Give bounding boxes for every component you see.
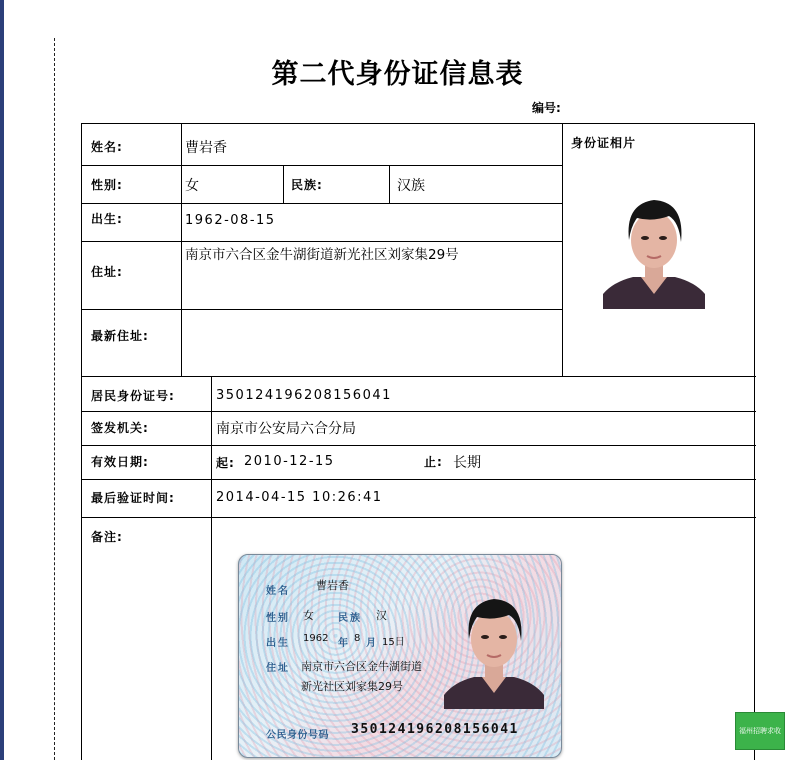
card-gender-value: 女	[303, 609, 314, 622]
card-month-char: 月	[366, 638, 376, 649]
valid-from-value: 2010-12-15	[244, 454, 335, 469]
photo-label: 身份证相片	[571, 136, 637, 150]
rule	[82, 376, 756, 377]
gender-label: 性别:	[91, 178, 123, 192]
rule	[181, 124, 182, 376]
rule	[82, 479, 756, 480]
rule	[82, 309, 562, 310]
card-address-label: 住址	[266, 663, 290, 674]
cut-line	[54, 38, 55, 760]
rule	[82, 203, 562, 204]
last-verify-value: 2014-04-15 10:26:41	[216, 490, 383, 505]
validity-label: 有效日期:	[91, 455, 149, 469]
card-address-line2: 新光社区刘家集29号	[301, 680, 403, 693]
page-title: 第二代身份证信息表	[271, 59, 524, 90]
ethnicity-label: 民族:	[291, 178, 323, 192]
rule	[283, 165, 284, 203]
portrait-photo	[603, 182, 705, 309]
id-card-image	[238, 554, 562, 758]
rule	[82, 517, 756, 518]
valid-from-label: 起:	[216, 456, 235, 470]
gender-value: 女	[185, 178, 199, 194]
remarks-label: 备注:	[91, 530, 123, 544]
floating-corner-button[interactable]	[735, 712, 785, 750]
rule	[82, 411, 756, 412]
card-birth-day: 15日	[382, 637, 405, 648]
issuer-value: 南京市公安局六合分局	[216, 421, 356, 437]
card-ethnicity-label: 民族	[338, 613, 362, 624]
card-name-label: 姓名	[266, 586, 290, 597]
card-birth-year: 1962	[303, 633, 329, 644]
rule	[389, 165, 390, 203]
valid-to-label: 止:	[424, 455, 443, 469]
rule	[82, 241, 562, 242]
card-id-value: 350124196208156041	[351, 722, 519, 737]
id-number-label: 居民身份证号:	[91, 389, 175, 403]
address-value: 南京市六合区金牛湖街道新光社区刘家集29号	[185, 247, 459, 263]
card-portrait	[442, 581, 546, 709]
card-year-char: 年	[338, 638, 348, 649]
last-verify-label: 最后验证时间:	[91, 491, 175, 505]
rule	[82, 445, 756, 446]
id-number-value: 350124196208156041	[216, 388, 392, 403]
left-edge-bar	[0, 0, 4, 760]
card-id-label: 公民身份号码	[266, 730, 329, 741]
issuer-label: 签发机关:	[91, 421, 149, 435]
rule	[562, 124, 563, 376]
valid-to-value: 长期	[453, 455, 481, 471]
birth-label: 出生:	[91, 212, 123, 226]
corner-button-label: 福州招聘求收	[739, 727, 781, 735]
card-address-line1: 南京市六合区金牛湖街道	[301, 660, 422, 673]
birth-value: 1962-08-15	[185, 213, 276, 228]
name-value: 曹岩香	[185, 140, 227, 156]
rule	[211, 376, 212, 760]
card-name-value: 曹岩香	[316, 579, 349, 592]
name-label: 姓名:	[91, 140, 123, 154]
address-label: 住址:	[91, 265, 123, 279]
ethnicity-value: 汉族	[397, 178, 425, 194]
card-birth-label: 出生	[266, 638, 290, 649]
card-gender-label: 性别	[266, 613, 290, 624]
serial-number-label: 编号:	[532, 101, 561, 115]
latest-address-label: 最新住址:	[91, 329, 149, 343]
rule	[82, 165, 562, 166]
card-ethnicity-value: 汉	[376, 609, 387, 622]
card-birth-month: 8	[354, 633, 361, 644]
